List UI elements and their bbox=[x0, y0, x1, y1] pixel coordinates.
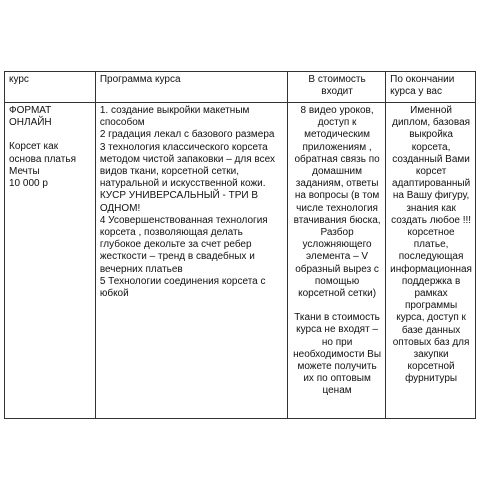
program-item-2: 2 градация лекал с базового размера bbox=[99, 129, 275, 141]
header-course: курс bbox=[5, 72, 96, 103]
included-note: Ткани в стоимость курса не входят – но при необходимости Вы можете получить их по оптовым ценам bbox=[293, 312, 382, 397]
program-item-4: 4 Усовершенствованная технология корсета , позволяющая делать глубокое декольте за счет ребер жесткости – тренд в свадебных и вечерних платьев bbox=[99, 214, 268, 275]
course-cell bbox=[5, 103, 96, 419]
course-format-line1: ФОРМАТ bbox=[9, 105, 52, 116]
program-item-1: 1. создание выкройки макетным способом bbox=[99, 105, 250, 129]
spacer bbox=[292, 300, 382, 312]
header-result: По окончании курса у вас bbox=[386, 72, 476, 103]
program-cell bbox=[95, 103, 287, 419]
course-format-line2: ОНЛАЙН bbox=[9, 117, 52, 129]
course-name-line3: Мечты bbox=[9, 165, 40, 177]
program-highlight: КУСР УНИВЕРСАЛЬНЫЙ - ТРИ В ОДНОМ! bbox=[99, 190, 259, 214]
course-price: 10 000 р bbox=[9, 178, 48, 190]
course-name-line2: основа платья bbox=[9, 153, 76, 165]
included-cell bbox=[288, 103, 386, 419]
header-included: В стоимость входит bbox=[288, 72, 386, 103]
course-name-line1: Корсет как bbox=[9, 141, 59, 153]
result-cell: Именной диплом, базовая выкройка корсета, созданный Вами корсет адаптированный на Вашу фигуру, знания как создать любое !!! корсетное платье, последующая информационная поддержка в рамках программы курса, доступ к базе данных оптовых баз для закупки корсетной фурнитуры bbox=[386, 103, 476, 419]
table-header-row bbox=[5, 72, 476, 103]
spacer bbox=[9, 129, 92, 141]
table-row bbox=[5, 103, 476, 419]
header-program: Программа курса bbox=[95, 72, 287, 103]
included-main: 8 видео уроков, доступ к методическим приложениям , обратная связь по домашним заданиям, ответы на вопросы (в том числе технология втачивания бюска, Разбор усложняющего элемента – V образный вырез с помощью корсетной сетки) bbox=[293, 105, 381, 300]
program-item-3: 3 технология классического корсета методом чистой запаковки – для всех видов ткани, корсетной сетки, натуральной и искусственной кожи. bbox=[99, 141, 275, 190]
program-item-5: 5 Технологии соединения корсета с юбкой bbox=[99, 275, 266, 300]
course-table bbox=[4, 71, 476, 419]
